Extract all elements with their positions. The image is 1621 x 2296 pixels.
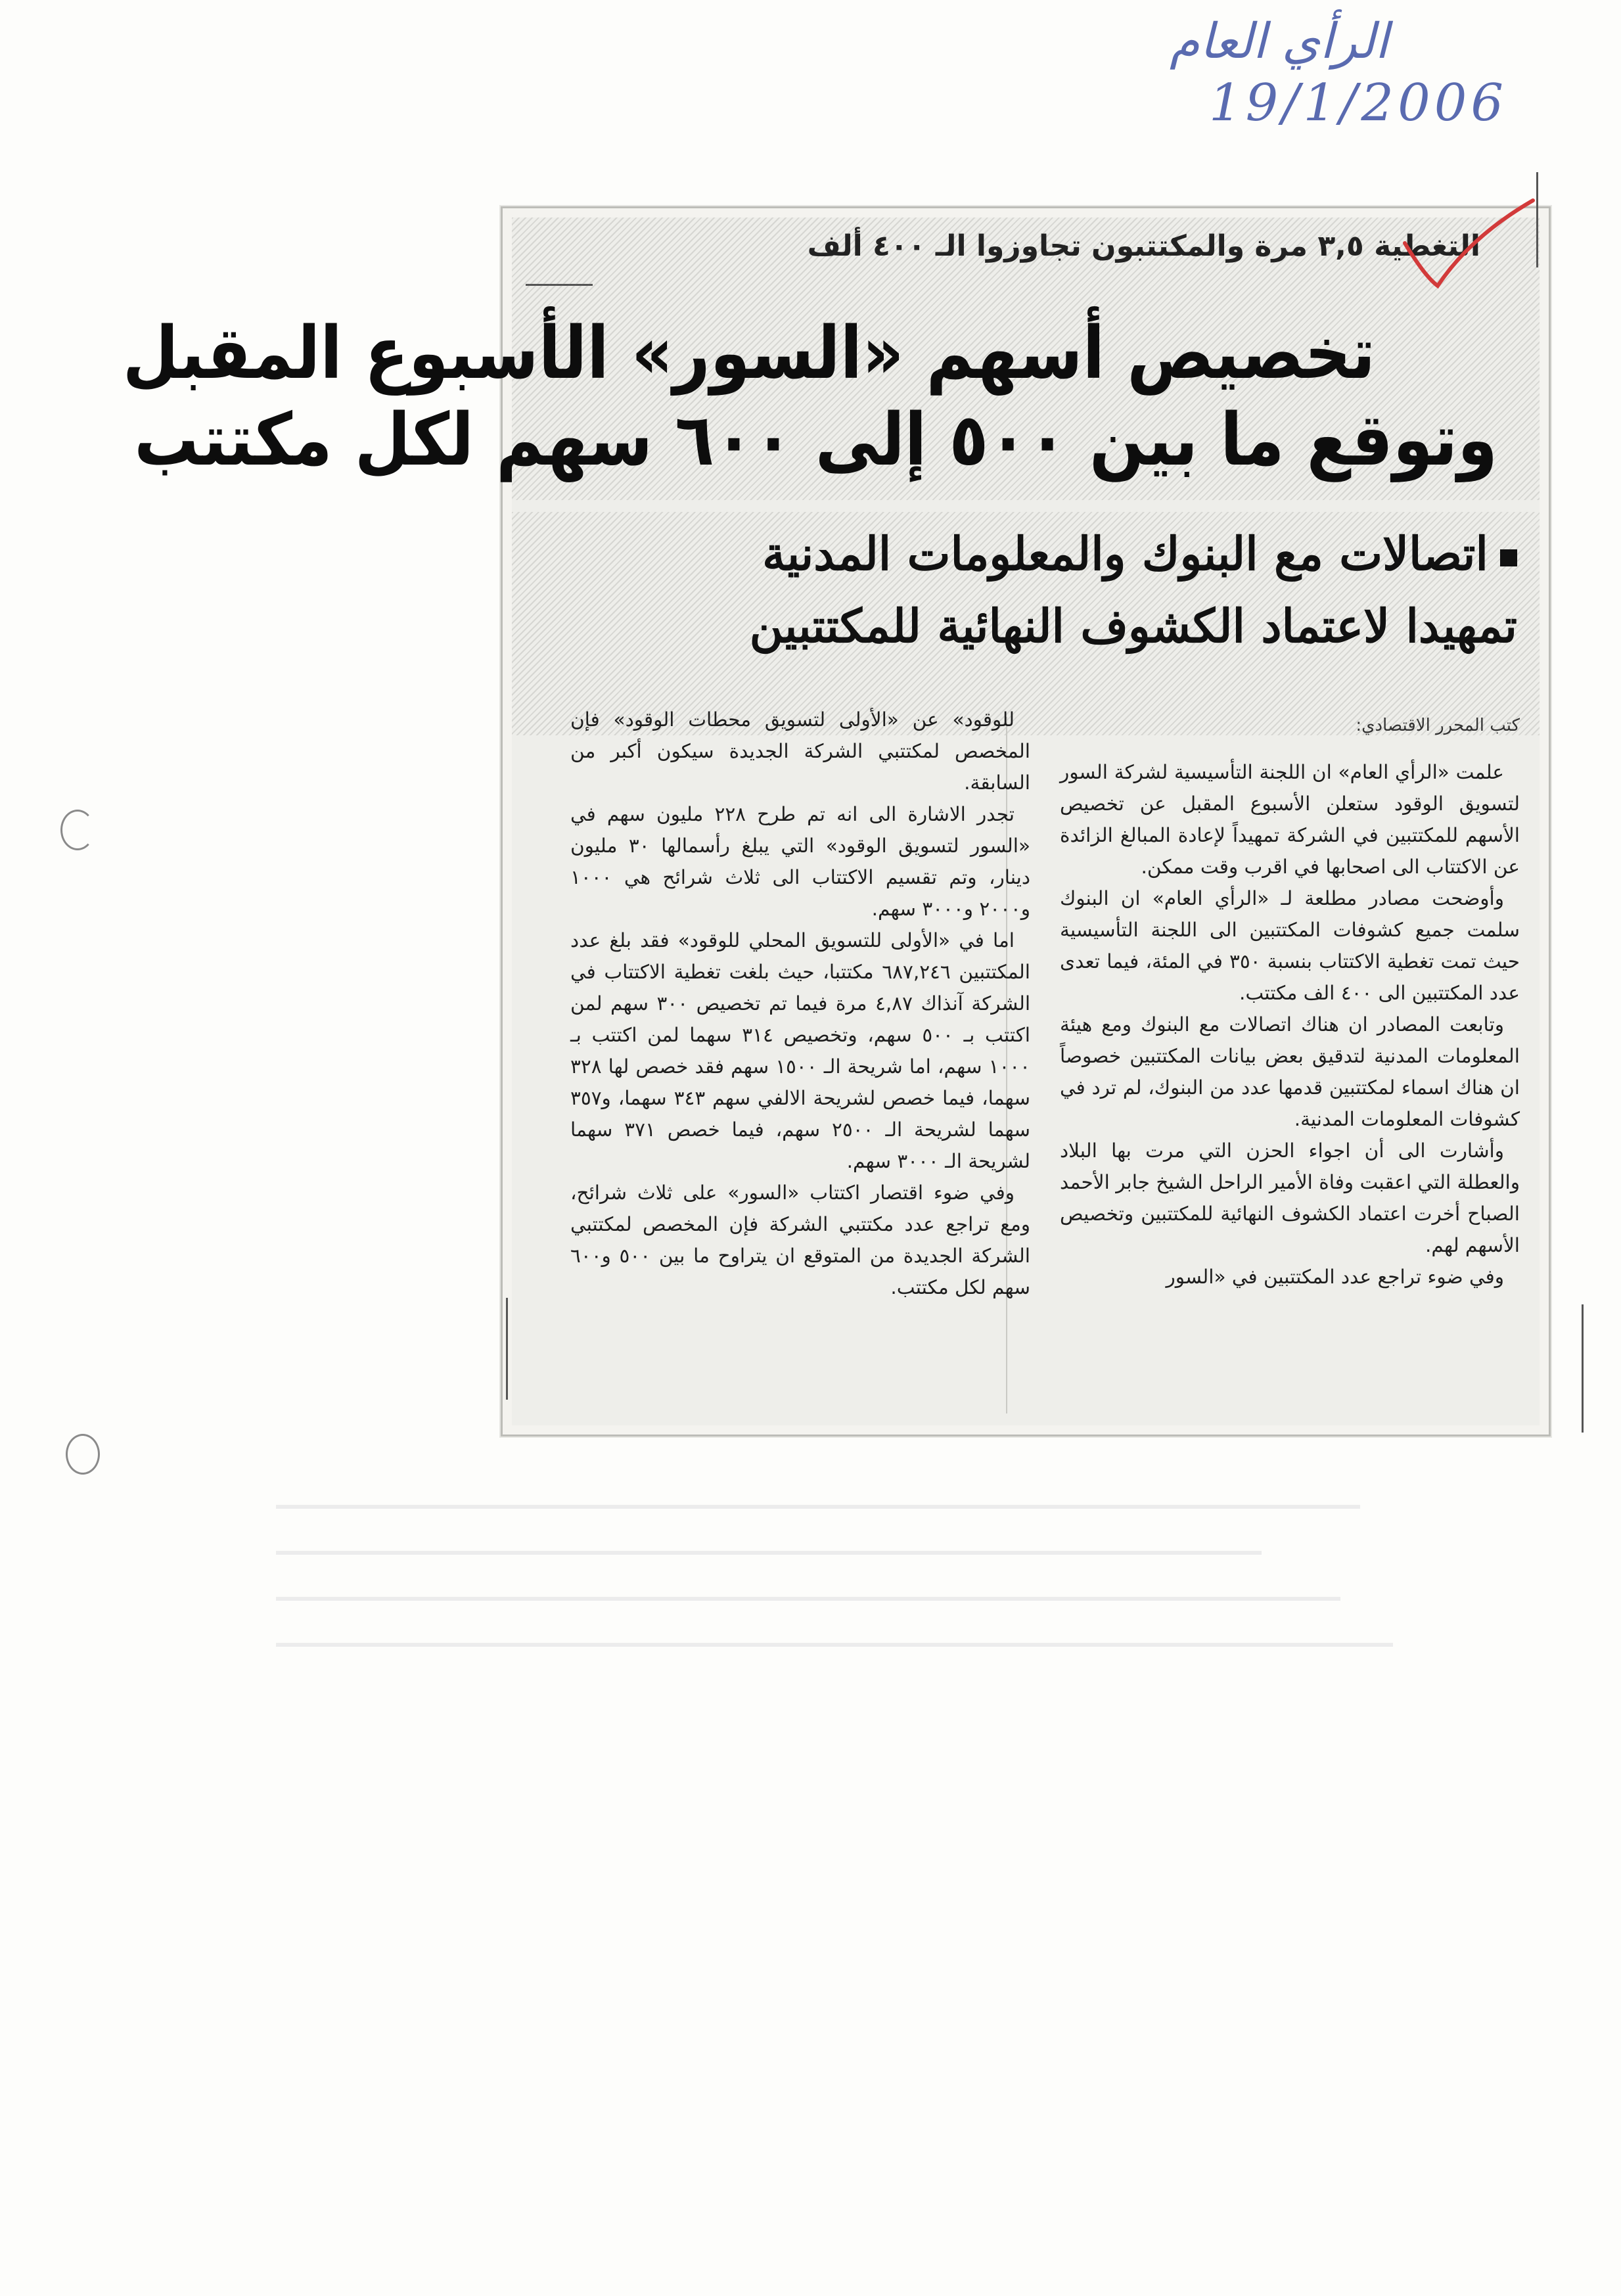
bleed-through-line [276,1505,1360,1509]
punch-hole [66,1434,100,1475]
pen-stroke-mark [1536,172,1538,267]
article-byline: كتب المحرر الاقتصادي: [1356,716,1520,735]
handwritten-date-note: 19/1/2006 [1209,74,1507,133]
red-checkmark-icon [1398,197,1536,289]
paragraph: وأشارت الى أن اجواء الحزن التي مرت بها البلاد والعطلة التي اعقبت وفاة الأمير الراحل الشيخ جابر الأحمد الصباح أخرت اعتماد الكشوف النهائية للمكتتبين وتخصيص الأسهم لهم. [1060,1139,1520,1256]
article-headline-line-1: تخصيص أسهم «السور» الأسبوع المقبل [122,311,1375,396]
paragraph: علمت «الرأي العام» ان اللجنة التأسيسية لشركة السور لتسويق الوقود ستعلن الأسبوع المقبل عن تخصيص الأسهم للمكتتبين في الشركة تمهيداً لإعادة المبالغ الزائدة عن الاكتتاب الى اصحابها في اقرب وقت ممكن. [1060,761,1520,878]
clipping-body [122,218,1540,1425]
article-headline-line-2: وتوقع ما بين ٥٠٠ إلى ٦٠٠ سهم لكل مكتتب [134,398,1497,482]
article-subhead-line-1-text: اتصالات مع البنوك والمعلومات المدنية [762,526,1488,581]
pen-stroke-mark [1582,1304,1584,1433]
square-bullet-icon [1500,549,1517,566]
bleed-through-line [276,1551,1262,1555]
punch-hole [60,810,95,850]
bleed-through-line [276,1643,1393,1647]
article-column-left [570,704,1030,1303]
article-subhead-line-2: تمهيدا لاعتماد الكشوف النهائية للمكتتبين [749,599,1517,653]
bleed-through-line [276,1597,1340,1601]
article-column-right [1060,756,1520,1293]
paragraph: وفي ضوء اقتصار اكتتاب «السور» على ثلاث شرائح، ومع تراجع عدد مكتتبي الشركة فإن المخصص لمكتتبي الشركة الجديدة من المتوقع ان يتراوح ما بين ٥٠٠ و٦٠٠ سهم لكل مكتتب. [570,1182,1030,1298]
paragraph: وفي ضوء تراجع عدد المكتتبين في «السور [1166,1266,1504,1288]
article-subhead-line-1 [762,526,1517,581]
paragraph: تجدر الاشارة الى انه تم طرح ٢٢٨ مليون سهم في «السور لتسويق الوقود» التي يبلغ رأسمالها ٣٠ مليون دينار، وتم تقسيم الاكتتاب الى ثلاث شرائح هي ١٠٠٠ و٢٠٠٠ و٣٠٠٠ سهم. [570,803,1030,920]
newspaper-clipping [122,206,1551,1436]
paragraph: وتابعت المصادر ان هناك اتصالات مع البنوك ومع هيئة المعلومات المدنية لتدقيق بعض بيانات المكتتبين خصوصاً ان هناك اسماء لمكتتبين قدمها عدد من البنوك، لم ترد في كشوفات المعلومات المدنية. [1060,1013,1520,1130]
paragraph: للوقود» عن «الأولى لتسويق محطات الوقود» فإن المخصص لمكتتبي الشركة الجديدة سيكون أكبر من السابقة. [570,708,1030,794]
handwritten-source-note: الرأي العام [1170,13,1389,70]
article-kicker: التغطية ٣,٥ مرة والمكتتبون تجاوزوا الـ ٤٠٠ ألف [807,229,1480,263]
paragraph: اما في «الأولى للتسويق المحلي للوقود» فقد بلغ عدد المكتتبين ٦٨٧,٢٤٦ مكتتبا، حيث بلغت تغطية الاكتتاب في الشركة آنذاك ٤,٨٧ مرة فيما تم تخصيص ٣٠٠ سهم لمن اكتتب بـ ٥٠٠ سهم، وتخصيص ٣١٤ سهما لمن اكتتب بـ ١٠٠٠ سهم، اما شريحة الـ ١٥٠٠ سهم فقد خصص لها ٣٢٨ سهما، فيما خصص لشريحة الالفي سهم ٣٤٣ سهما، و٣٥٧ سهما لشريحة الـ ٢٥٠٠ سهم، فيما خصص ٣٧١ سهما لشريحة الـ ٣٠٠٠ سهم. [570,929,1031,1172]
paragraph: وأوضحت مصادر مطلعة لـ «الرأي العام» ان البنوك سلمت جميع كشوفات المكتتبين الى اللجنة التأسيسية حيث تمت تغطية الاكتتاب بنسبة ٣٥٠ في المئة، فيما تعدى عدد المكتتبين الى ٤٠٠ الف مكتتب. [1060,887,1520,1004]
pen-stroke-mark [506,1298,508,1400]
pen-stroke-mark [526,284,593,286]
